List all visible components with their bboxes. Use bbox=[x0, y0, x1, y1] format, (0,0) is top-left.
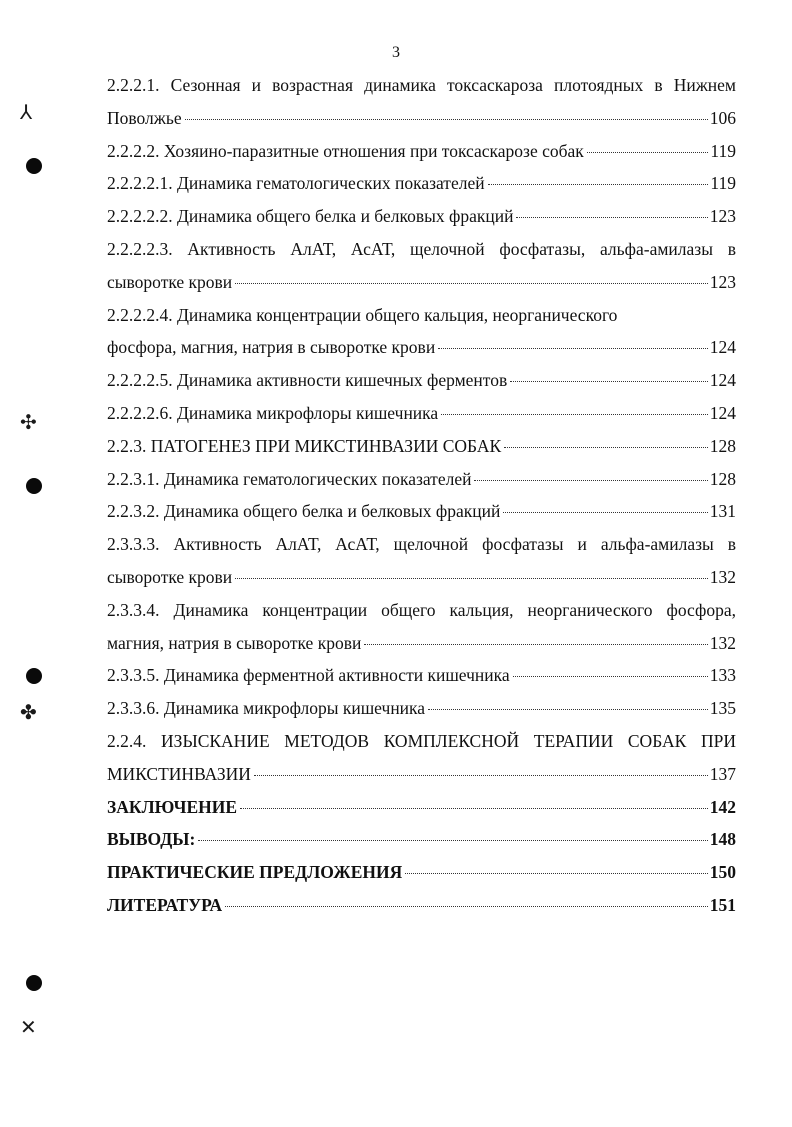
dot-leader bbox=[235, 578, 708, 579]
toc-entry-title: 2.2.2.2.1. Динамика гематологических показателей bbox=[107, 173, 485, 194]
toc-entry-title: 2.2.3.2. Динамика общего белка и белковых фракций bbox=[107, 501, 501, 522]
toc-entry bbox=[107, 167, 736, 200]
dot-leader bbox=[503, 512, 707, 513]
toc-entry-page: 123 bbox=[709, 271, 736, 292]
scan-mark: ✕ bbox=[20, 1015, 37, 1039]
toc-entry bbox=[107, 69, 736, 102]
dot-leader bbox=[254, 775, 708, 776]
toc-entry-title: 2.2.2.2.2. Динамика общего белка и белковых фракций bbox=[107, 206, 514, 227]
toc-entry-title: 2.2.4. ИЗЫСКАНИЕ МЕТОДОВ КОМПЛЕКСНОЙ ТЕРАПИИ СОБАК ПРИ bbox=[107, 730, 736, 751]
toc-entry-title: 2.3.3.6. Динамика микрофлоры кишечника bbox=[107, 698, 426, 719]
toc-entry bbox=[107, 495, 736, 528]
toc-entry-title: 2.2.3. ПАТОГЕНЕЗ ПРИ МИКСТИНВАЗИИ СОБАК bbox=[107, 435, 502, 456]
scan-mark: ✣ bbox=[20, 410, 37, 434]
dot-leader bbox=[513, 676, 708, 677]
toc-entry bbox=[107, 430, 736, 463]
toc-entry bbox=[107, 889, 736, 922]
toc-entry-page: 119 bbox=[710, 140, 736, 161]
toc-entry-title: 2.2.2.2.5. Динамика активности кишечных ферментов bbox=[107, 370, 508, 391]
toc-entry-page: 132 bbox=[709, 566, 736, 587]
toc-entry-title: Поволжье bbox=[107, 107, 182, 128]
toc-entry bbox=[107, 823, 736, 856]
toc-entry-title: 2.3.3.5. Динамика ферментной активности кишечника bbox=[107, 665, 510, 686]
toc-entry bbox=[107, 856, 736, 889]
toc-entry bbox=[107, 364, 736, 397]
toc-entry bbox=[107, 135, 736, 168]
page-number: 3 bbox=[392, 44, 400, 61]
toc-entry-title: 2.2.2.2. Хозяино-паразитные отношения при токсаскарозе собак bbox=[107, 140, 584, 161]
dot-leader bbox=[198, 840, 707, 841]
toc-entry-title: 2.2.2.2.6. Динамика микрофлоры кишечника bbox=[107, 402, 439, 423]
toc-entry bbox=[107, 528, 736, 561]
dot-leader bbox=[474, 480, 707, 481]
toc-entry bbox=[107, 200, 736, 233]
toc-entry bbox=[107, 725, 736, 758]
toc-entry-title: МИКСТИНВАЗИИ bbox=[107, 763, 251, 784]
dot-leader bbox=[428, 709, 708, 710]
dot-leader bbox=[488, 184, 709, 185]
toc-entry bbox=[107, 594, 736, 627]
toc-entry-page: 150 bbox=[709, 862, 736, 883]
toc-entry bbox=[107, 331, 736, 364]
toc-entry bbox=[107, 102, 736, 135]
dot-leader bbox=[225, 906, 708, 907]
punch-hole bbox=[26, 158, 42, 174]
toc-entry bbox=[107, 627, 736, 660]
table-of-contents bbox=[107, 69, 736, 922]
toc-entry-page: 148 bbox=[709, 829, 736, 850]
toc-entry-title: сыворотке крови bbox=[107, 271, 233, 292]
toc-entry-title: сыворотке крови bbox=[107, 566, 233, 587]
dot-leader bbox=[438, 348, 708, 349]
toc-entry bbox=[107, 659, 736, 692]
toc-entry bbox=[107, 758, 736, 791]
toc-entry-page: 151 bbox=[709, 894, 736, 915]
toc-entry bbox=[107, 692, 736, 725]
toc-entry-title: 2.3.3.4. Динамика концентрации общего кальция, неорганического фосфора, bbox=[107, 599, 736, 620]
punch-hole bbox=[26, 478, 42, 494]
toc-entry bbox=[107, 561, 736, 594]
scan-mark: ✤ bbox=[20, 700, 37, 724]
dot-leader bbox=[510, 381, 708, 382]
dot-leader bbox=[405, 873, 708, 874]
toc-entry bbox=[107, 233, 736, 266]
toc-entry-page: 135 bbox=[709, 698, 736, 719]
dot-leader bbox=[240, 808, 708, 809]
toc-entry bbox=[107, 397, 736, 430]
toc-entry-title: ЛИТЕРАТУРА bbox=[107, 894, 223, 915]
toc-entry-page: 131 bbox=[709, 501, 736, 522]
toc-entry-page: 124 bbox=[709, 402, 736, 423]
toc-entry-page: 132 bbox=[709, 632, 736, 653]
toc-entry bbox=[107, 299, 736, 332]
toc-entry-title: фосфора, магния, натрия в сыворотке крови bbox=[107, 337, 436, 358]
dot-leader bbox=[441, 414, 708, 415]
toc-entry-page: 119 bbox=[710, 173, 736, 194]
dot-leader bbox=[185, 119, 708, 120]
punch-hole bbox=[26, 668, 42, 684]
toc-entry-page: 106 bbox=[709, 107, 736, 128]
toc-entry bbox=[107, 463, 736, 496]
toc-entry-title: магния, натрия в сыворотке крови bbox=[107, 632, 362, 653]
toc-entry bbox=[107, 266, 736, 299]
toc-entry-title: 2.3.3.3. Активность АлАТ, АсАТ, щелочной фосфатазы и альфа-амилазы в bbox=[107, 534, 736, 555]
dot-leader bbox=[235, 283, 708, 284]
toc-entry-title: 2.2.2.1. Сезонная и возрастная динамика токсаскароза плотоядных в Нижнем bbox=[107, 75, 736, 95]
toc-entry-page: 133 bbox=[709, 665, 736, 686]
toc-entry-title: ЗАКЛЮЧЕНИЕ bbox=[107, 796, 238, 817]
toc-entry-page: 123 bbox=[709, 206, 736, 227]
dot-leader bbox=[504, 447, 708, 448]
toc-entry-title: ПРАКТИЧЕСКИЕ ПРЕДЛОЖЕНИЯ bbox=[107, 862, 403, 883]
toc-entry-title: 2.2.3.1. Динамика гематологических показателей bbox=[107, 468, 472, 489]
dot-leader bbox=[587, 152, 709, 153]
toc-entry-page: 124 bbox=[709, 370, 736, 391]
punch-hole bbox=[26, 975, 42, 991]
toc-entry-page: 128 bbox=[709, 435, 736, 456]
toc-entry bbox=[107, 791, 736, 824]
dot-leader bbox=[516, 217, 707, 218]
toc-entry-page: 124 bbox=[709, 337, 736, 358]
toc-entry-page: 128 bbox=[709, 468, 736, 489]
toc-entry-page: 137 bbox=[709, 763, 736, 784]
scan-mark: ⅄ bbox=[20, 100, 33, 124]
toc-entry-title: ВЫВОДЫ: bbox=[107, 829, 196, 850]
toc-entry-title: 2.2.2.2.3. Активность АлАТ, АсАТ, щелочной фосфатазы, альфа-амилазы в bbox=[107, 238, 736, 259]
dot-leader bbox=[364, 644, 707, 645]
toc-entry-title: 2.2.2.2.4. Динамика концентрации общего кальция, неорганического bbox=[107, 304, 618, 325]
toc-entry-page: 142 bbox=[709, 796, 736, 817]
